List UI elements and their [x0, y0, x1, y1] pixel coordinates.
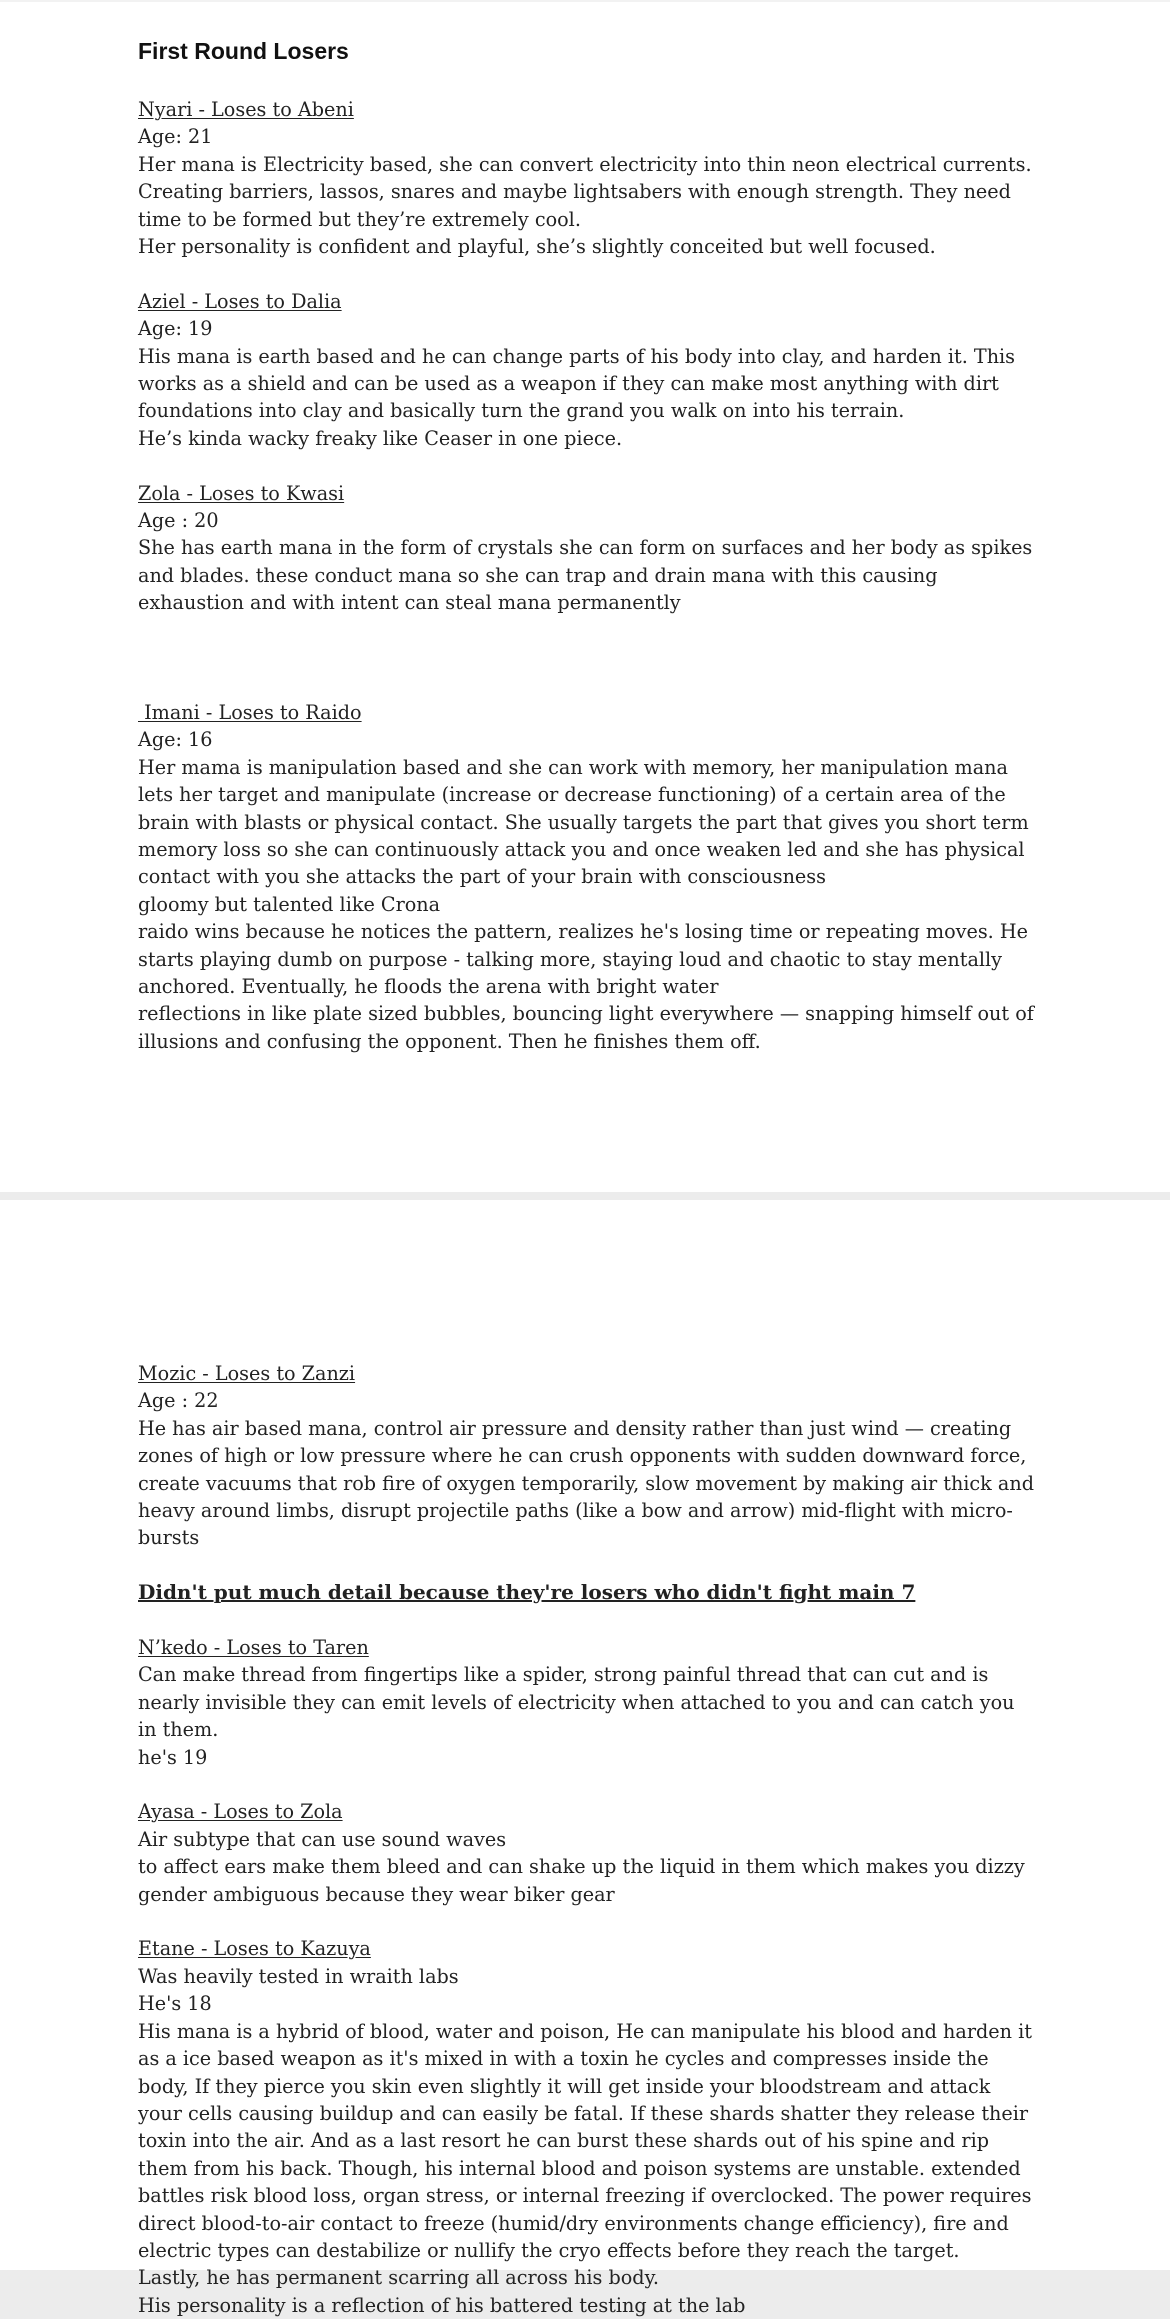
entry-line: Can make thread from fingertips like a spider, strong painful thread that can cut and is nearly invisible they can emit levels of electricity when attached to you and can catch you in them.: [138, 1663, 1015, 1742]
entry-line: He’s kinda wacky freaky like Ceaser in one piece.: [138, 426, 623, 450]
entry-mozic: [138, 1360, 1038, 1552]
entry-line: He's 18: [138, 1992, 212, 2016]
entry-line: Her mana is Electricity based, she can convert electricity into thin neon electrical currents. Creating barriers, lassos, snares and maybe lightsabers with enough strength. They need time to be formed but they’re extremely cool.: [138, 152, 1032, 231]
entry-line: gloomy but talented like Crona: [138, 892, 441, 916]
entry-etane: [138, 1935, 1038, 2319]
entry-line: Her personality is confident and playful, she’s slightly conceited but well focused.: [138, 235, 936, 259]
entry-nkedo: [138, 1634, 1038, 1771]
entry-line: Age : 20: [138, 509, 219, 533]
entry-ayasa: [138, 1798, 1038, 1908]
entry-line: gender ambiguous because they wear biker gear: [138, 1882, 615, 1906]
entry-line: Age: 19: [138, 317, 213, 341]
document-title: First Round Losers: [138, 38, 349, 64]
entry-line: He has air based mana, control air pressure and density rather than just wind — creating zones of high or low pressure where he can crush opponents with sudden downward force, create vacuums that rob fire of oxygen temporarily, slow movement by making air thick and heavy around limbs, disrupt projectile paths (like a bow and arrow) mid-flight with micro-bursts: [138, 1416, 1034, 1550]
entry-zola: [138, 480, 1038, 617]
entry-line: His personality is a reflection of his battered testing at the lab: [138, 2293, 746, 2317]
entry-line: Age: 21: [138, 125, 213, 149]
entry-line: reflections in like plate sized bubbles, bouncing light everywhere — snapping himself out of illusions and confusing the opponent. Then he finishes them off.: [138, 1002, 1034, 1053]
entry-line: Air subtype that can use sound waves: [138, 1827, 507, 1851]
page-1-content: [138, 36, 1038, 1055]
entry-line: Was heavily tested in wraith labs: [138, 1964, 459, 1988]
entry-name: N’kedo - Loses to Taren: [138, 1636, 369, 1660]
entry-line: to affect ears make them bleed and can shake up the liquid in them which makes you dizzy: [138, 1855, 1025, 1879]
page-2-content: [138, 1360, 1038, 2319]
entry-name: Imani - Loses to Raido: [138, 700, 362, 724]
entry-line: His mana is earth based and he can change parts of his body into clay, and harden it. This works as a shield and can be used as a weapon if they can make most anything with dirt foundations into clay and basically turn the grand you walk on into his terrain.: [138, 344, 1016, 423]
entry-name: Aziel - Loses to Dalia: [138, 289, 342, 313]
document-page-2: [0, 1200, 1170, 2317]
entry-name: Ayasa - Loses to Zola: [138, 1800, 343, 1824]
entry-name: Etane - Loses to Kazuya: [138, 1937, 371, 1961]
entry-line: Lastly, he has permanent scarring all across his body.: [138, 2266, 659, 2290]
section-heading: Didn't put much detail because they're losers who didn't fight main 7: [138, 1580, 916, 1605]
entry-aziel: [138, 288, 1038, 452]
entry-name: Zola - Loses to Kwasi: [138, 481, 345, 505]
entry-name: Mozic - Loses to Zanzi: [138, 1362, 356, 1385]
entry-line: She has earth mana in the form of crystals she can form on surfaces and her body as spikes and blades. these conduct mana so she can trap and drain mana with this causing exhaustion and with intent can steal mana permanently: [138, 536, 1033, 615]
entry-line: he's 19: [138, 1745, 208, 1769]
entry-line: Age: 16: [138, 728, 213, 752]
entry-line: Age : 22: [138, 1389, 219, 1413]
entry-name: Nyari - Loses to Abeni: [138, 98, 354, 121]
entry-line: His mana is a hybrid of blood, water and poison, He can manipulate his blood and harden it as a ice based weapon as it's mixed in with a toxin he cycles and compresses inside the body, If they pierce you skin even slightly it will get inside your bloodstream and attack your cells causing buildup and can easily be fatal. If these shards shatter they release their toxin into the air. And as a last resort he can burst these shards out of his spine and rip them from his back. Though, his internal blood and poison systems are unstable. extended battles risk blood loss, organ stress, or internal freezing if overclocked. The power requires direct blood-to-air contact to freeze (humid/dry environments change efficiency), fire and electric types can destabilize or nullify the cryo effects before they reach the target.: [138, 2019, 1032, 2262]
entry-line: Her mama is manipulation based and she can work with memory, her manipulation mana lets her target and manipulate (increase or decrease functioning) of a certain area of the brain with blasts or physical contact. She usually targets the part that gives you short term memory loss so she can continuously attack you and once weaken led and she has physical contact with you she attacks the part of your brain with consciousness: [138, 755, 1029, 889]
entry-line: raido wins because he notices the pattern, realizes he's losing time or repeating moves. He starts playing dumb on purpose - talking more, staying loud and chaotic to stay mentally anchored. Eventually, he floods the arena with bright water: [138, 920, 1028, 998]
entry-nyari: [138, 96, 1038, 260]
entry-imani: [138, 699, 1038, 1055]
